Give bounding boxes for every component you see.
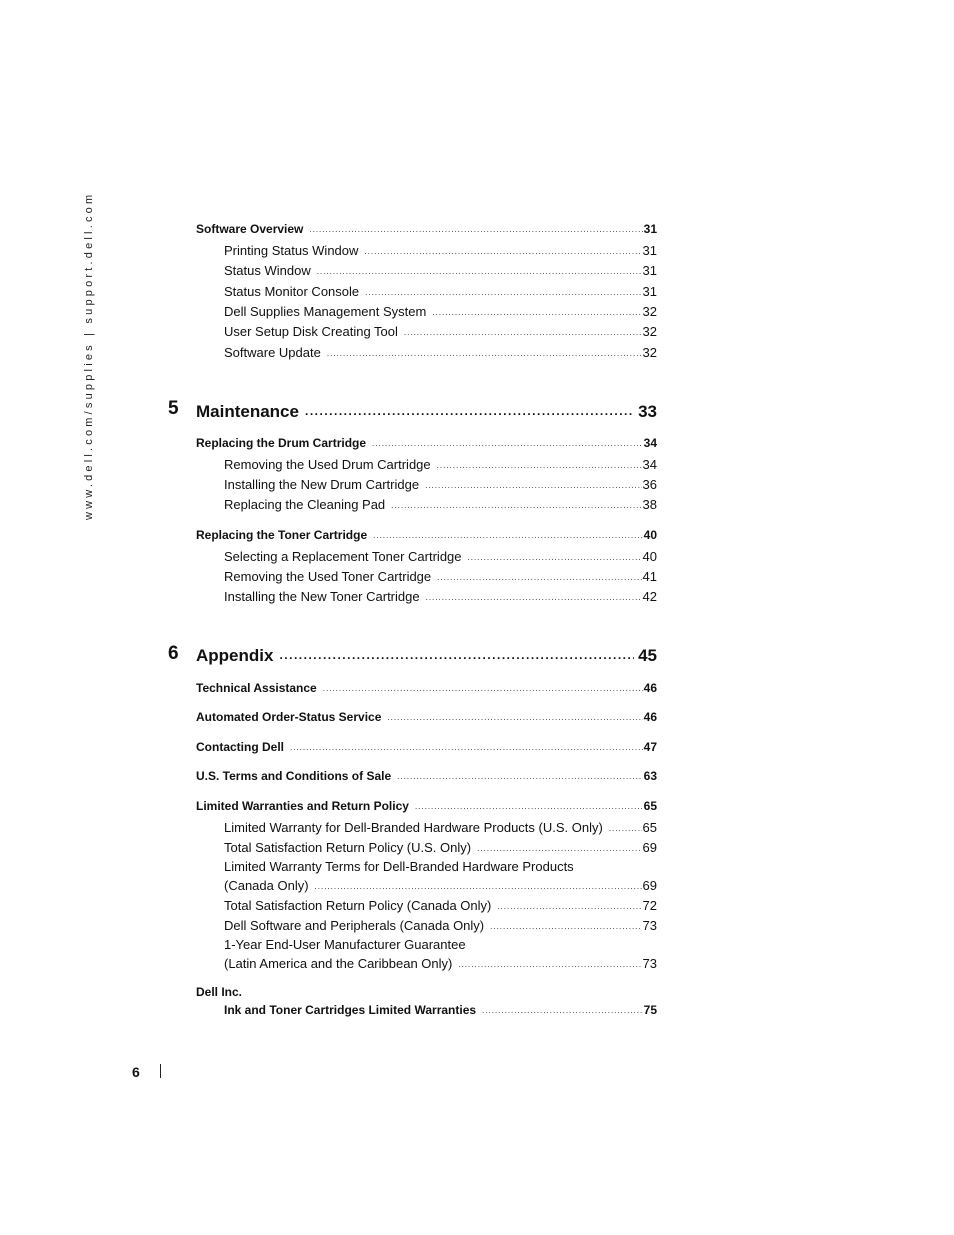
dot-leader bbox=[397, 768, 643, 780]
toc-entry-page: 69 bbox=[642, 878, 657, 893]
toc-entry-page: 65 bbox=[642, 820, 657, 835]
dot-leader bbox=[415, 798, 643, 810]
toc-entry-label: User Setup Disk Creating Tool bbox=[224, 324, 398, 339]
dot-leader bbox=[309, 221, 642, 233]
toc-chapter-appendix[interactable] bbox=[196, 644, 657, 666]
toc-entry-label: Limited Warranty for Dell-Branded Hardware Products (U.S. Only) bbox=[224, 820, 603, 835]
dot-leader bbox=[279, 644, 634, 661]
toc-entry-total-satisfaction-us[interactable] bbox=[224, 839, 657, 855]
toc-entry-installing-new-toner[interactable] bbox=[224, 588, 657, 604]
toc-chapter-label: Maintenance bbox=[196, 402, 299, 421]
toc-entry-label: Dell Software and Peripherals (Canada Only) bbox=[224, 918, 485, 933]
toc-entry-label: Installing the New Toner Cartridge bbox=[224, 589, 420, 604]
toc-entry-label: Ink and Toner Cartridges Limited Warranties bbox=[224, 1003, 477, 1017]
toc-entry-replacing-cleaning-pad[interactable] bbox=[224, 496, 657, 512]
toc-entry-us-terms-conditions[interactable] bbox=[196, 768, 657, 783]
dot-leader bbox=[305, 400, 634, 417]
side-url-text: www.dell.com/supplies | support.dell.com bbox=[83, 191, 95, 520]
toc-entry-label: Dell Supplies Management System bbox=[224, 304, 427, 319]
dot-leader bbox=[432, 303, 641, 316]
dot-leader bbox=[426, 588, 642, 601]
dot-leader bbox=[437, 456, 642, 469]
toc-entry-label: Printing Status Window bbox=[224, 243, 359, 258]
chapter-number: 5 bbox=[168, 398, 179, 419]
toc-entry-page: 42 bbox=[642, 589, 657, 604]
toc-entry-page: 32 bbox=[642, 324, 657, 339]
dot-leader bbox=[437, 568, 641, 581]
toc-entry-limited-warranties-return-policy[interactable] bbox=[196, 798, 657, 813]
dot-leader bbox=[365, 283, 641, 296]
toc-entry-label: Limited Warranties and Return Policy bbox=[196, 799, 409, 813]
toc-entry-removing-used-toner[interactable] bbox=[224, 568, 657, 584]
toc-entry-label: U.S. Terms and Conditions of Sale bbox=[196, 769, 392, 783]
toc-entry-label: Replacing the Toner Cartridge bbox=[196, 528, 368, 542]
dot-leader bbox=[404, 323, 642, 336]
toc-entry-printing-status-window[interactable] bbox=[224, 242, 657, 258]
dot-leader bbox=[391, 496, 641, 509]
toc-entry-page: 40 bbox=[643, 528, 657, 542]
toc-entry-page: 46 bbox=[643, 710, 657, 724]
dot-leader bbox=[315, 877, 642, 890]
toc-entry-status-monitor-console[interactable] bbox=[224, 283, 657, 299]
toc-chapter-maintenance[interactable] bbox=[196, 400, 657, 422]
toc-entry-page: 41 bbox=[642, 569, 657, 584]
dot-leader bbox=[477, 839, 641, 852]
dot-leader bbox=[425, 476, 641, 489]
toc-entry-selecting-replacement-toner[interactable] bbox=[224, 548, 657, 564]
toc-entry-contacting-dell[interactable] bbox=[196, 739, 657, 754]
toc-entry-label: Status Window bbox=[224, 263, 311, 278]
toc-entry-dell-supplies-management-system[interactable] bbox=[224, 303, 657, 319]
toc-entry-page: 47 bbox=[643, 740, 657, 754]
toc-chapter-label: Appendix bbox=[196, 646, 274, 665]
toc-entry-replacing-drum-cartridge[interactable] bbox=[196, 435, 657, 450]
chapter-number: 6 bbox=[168, 643, 179, 664]
toc-entry-page: 40 bbox=[642, 549, 657, 564]
toc-entry-page: 32 bbox=[642, 304, 657, 319]
toc-entry-label: Contacting Dell bbox=[196, 740, 285, 754]
toc-entry-label: Total Satisfaction Return Policy (U.S. Only) bbox=[224, 840, 472, 855]
toc-entry-label: Total Satisfaction Return Policy (Canada Only) bbox=[224, 898, 492, 913]
toc-entry-label: (Canada Only) bbox=[224, 878, 309, 893]
toc-entry-manufacturer-guarantee-latam[interactable] bbox=[224, 955, 657, 971]
toc-entry-page: 31 bbox=[643, 222, 657, 236]
toc-entry-page: 31 bbox=[642, 284, 657, 299]
toc-entry-label: Replacing the Drum Cartridge bbox=[196, 436, 367, 450]
dot-leader bbox=[364, 242, 641, 255]
toc-entry-page: 38 bbox=[642, 497, 657, 512]
toc-entry-page: 46 bbox=[643, 681, 657, 695]
toc-entry-line1: Limited Warranty Terms for Dell-Branded Hardware Products bbox=[224, 859, 574, 874]
dot-leader bbox=[323, 680, 643, 692]
toc-entry-label: Status Monitor Console bbox=[224, 284, 360, 299]
toc-entry-page: 65 bbox=[643, 799, 657, 813]
toc-chapter-page: 45 bbox=[638, 646, 657, 665]
footer-divider bbox=[160, 1064, 161, 1078]
toc-entry-label: Installing the New Drum Cartridge bbox=[224, 477, 420, 492]
toc-entry-software-update[interactable] bbox=[224, 344, 657, 360]
toc-entry-installing-new-drum-cartridge[interactable] bbox=[224, 476, 657, 492]
toc-entry-page: 34 bbox=[642, 457, 657, 472]
toc-entry-total-satisfaction-canada[interactable] bbox=[224, 897, 657, 913]
toc-entry-label: Removing the Used Drum Cartridge bbox=[224, 457, 431, 472]
toc-entry-dell-software-peripherals-canada[interactable] bbox=[224, 917, 657, 933]
toc-entry-label: (Latin America and the Caribbean Only) bbox=[224, 956, 453, 971]
toc-entry-page: 73 bbox=[642, 956, 657, 971]
toc-entry-removing-used-drum-cartridge[interactable] bbox=[224, 456, 657, 472]
dot-leader bbox=[373, 527, 643, 539]
toc-entry-label: Technical Assistance bbox=[196, 681, 317, 695]
toc-entry-page: 63 bbox=[643, 769, 657, 783]
toc-entry-replacing-toner-cartridge[interactable] bbox=[196, 527, 657, 542]
toc-entry-ink-toner-warranties[interactable] bbox=[224, 1002, 657, 1017]
toc-entry-line1: Dell Inc. bbox=[196, 985, 243, 999]
toc-entry-label: Selecting a Replacement Toner Cartridge bbox=[224, 549, 462, 564]
toc-entry-label: Software Overview bbox=[196, 222, 304, 236]
toc-entry-automated-order-status[interactable] bbox=[196, 709, 657, 724]
toc-entry-label: Removing the Used Toner Cartridge bbox=[224, 569, 432, 584]
dot-leader bbox=[372, 435, 643, 447]
page-number: 6 bbox=[132, 1064, 140, 1080]
toc-entry-label: Replacing the Cleaning Pad bbox=[224, 497, 386, 512]
toc-entry-page: 32 bbox=[642, 345, 657, 360]
dot-leader bbox=[490, 917, 641, 930]
dot-leader bbox=[497, 897, 641, 910]
toc-entry-page: 72 bbox=[642, 898, 657, 913]
dot-leader bbox=[290, 739, 643, 751]
toc-entry-user-setup-disk-creating-tool[interactable] bbox=[224, 323, 657, 339]
dot-leader bbox=[458, 955, 641, 968]
toc-entry-limited-warranty-us[interactable] bbox=[224, 819, 657, 835]
toc-entry-page: 69 bbox=[642, 840, 657, 855]
toc-entry-line1: 1-Year End-User Manufacturer Guarantee bbox=[224, 937, 466, 952]
toc-entry-page: 34 bbox=[643, 436, 657, 450]
dot-leader bbox=[317, 262, 642, 275]
dot-leader bbox=[482, 1002, 643, 1014]
toc-chapter-page: 33 bbox=[638, 402, 657, 421]
toc-entry-limited-warranty-canada[interactable] bbox=[224, 877, 657, 893]
toc-entry-page: 73 bbox=[642, 918, 657, 933]
toc-entry-page: 75 bbox=[643, 1003, 657, 1017]
toc-entry-status-window[interactable] bbox=[224, 262, 657, 278]
toc-entry-label: Automated Order-Status Service bbox=[196, 710, 382, 724]
toc-entry-page: 36 bbox=[642, 477, 657, 492]
toc-entry-software-overview[interactable] bbox=[196, 221, 657, 236]
dot-leader bbox=[327, 344, 642, 357]
dot-leader bbox=[609, 819, 642, 832]
dot-leader bbox=[468, 548, 642, 561]
dot-leader bbox=[387, 709, 642, 721]
toc-entry-page: 31 bbox=[642, 243, 657, 258]
toc-entry-page: 31 bbox=[642, 263, 657, 278]
toc-entry-technical-assistance[interactable] bbox=[196, 680, 657, 695]
toc-entry-label: Software Update bbox=[224, 345, 321, 360]
